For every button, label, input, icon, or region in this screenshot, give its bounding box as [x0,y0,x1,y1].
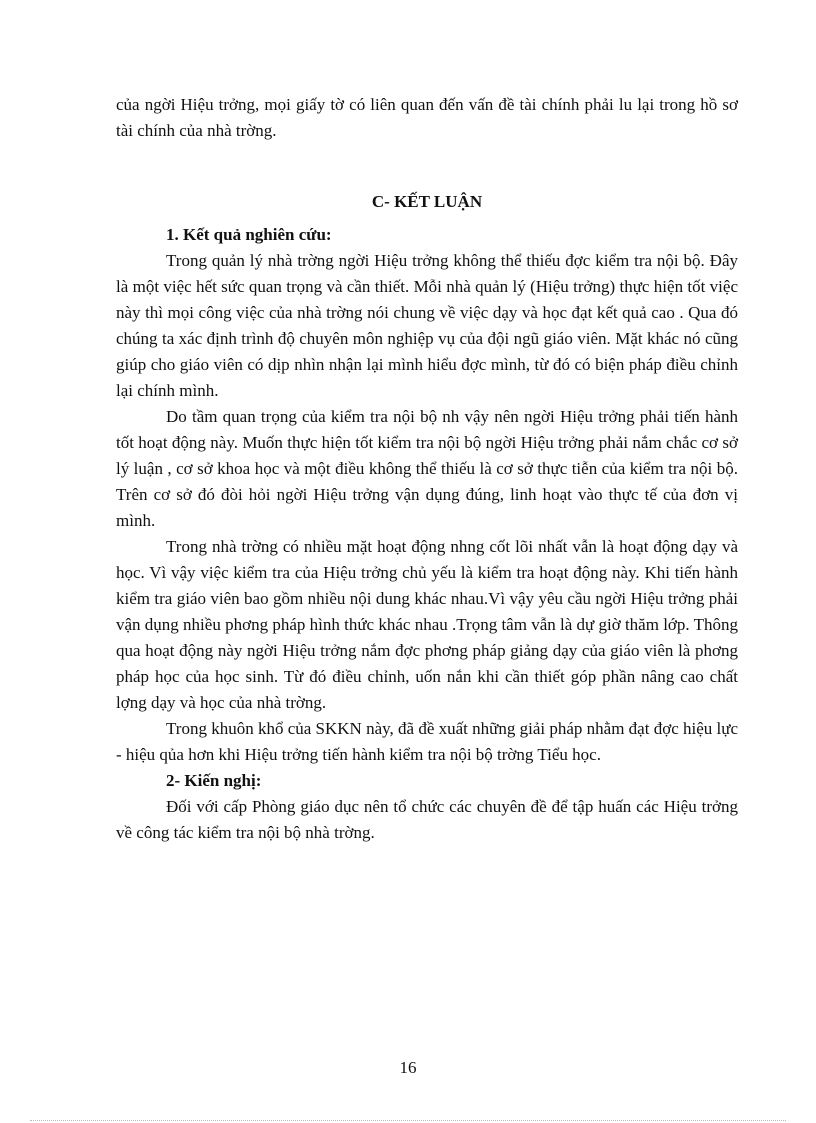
page-bottom-divider [30,1120,786,1121]
intro-paragraph: của ngời Hiệu trởng, mọi giấy tờ có liên quan đến vấn đề tài chính phải lu lại trong hồ sơ tài chính của nhà trờng. [116,95,738,140]
page-number: 16 [399,1058,417,1077]
section-title: C- KẾT LUẬN [371,192,483,211]
recommendation-paragraph: Đối với cấp Phòng giáo dục nên tổ chức các chuyên đề để tập huấn các Hiệu trởng về công tác kiểm tra nội bộ nhà trờng. [116,797,738,842]
subsection-2-title: 2- Kiến nghị: [166,771,262,790]
results-paragraph-4: Trong khuôn khổ của SKKN này, đã đề xuất những giải pháp nhằm đạt đợc hiệu lực - hiệu qủa hơn khi Hiệu trởng tiến hành kiểm tra nội bộ trờng Tiểu học. [116,719,738,764]
document-body [116,92,738,846]
results-paragraph-1: Trong quản lý nhà trờng ngời Hiệu trởng không thể thiếu đợc kiểm tra nội bộ. Đây là một việc hết sức quan trọng và cần thiết. Mỗi nhà quản lý (Hiệu trởng) thực hiện tốt việc này thì mọi công việc của nhà trờng nói chung về việc dạy và học đạt kết quả cao . Qua đó chúng ta xác định trình độ chuyên môn nghiệp vụ của đội ngũ giáo viên. Mặt khác nó cũng giúp cho giáo viên có dịp nhìn nhận lại mình hiểu đợc mình, từ đó có biện pháp điều chỉnh lại chính mình. [116,251,738,400]
subsection-1-title: 1. Kết quả nghiên cứu: [166,225,332,244]
results-paragraph-3: Trong nhà trờng có nhiều mặt hoạt động nhng cốt lõi nhất vẫn là hoạt động dạy và học. Vì vậy việc kiểm tra của Hiệu trởng chủ yếu là kiểm tra hoạt động này. Khi tiến hành kiểm tra giáo viên bao gồm nhiều nội dung khác nhau.Vì vậy yêu cầu ngời Hiệu trởng phải vận dụng nhiều phơng pháp hình thức khác nhau .Trọng tâm vẫn là dự giờ thăm lớp. Thông qua hoạt động này ngời Hiệu trởng nắm đợc phơng pháp giảng dạy của giáo viên là phơng pháp học của học sinh. Từ đó điều chỉnh, uốn nắn khi cần thiết góp phần nâng cao chất lợng dạy và học của nhà trờng. [116,537,738,712]
results-paragraph-2: Do tầm quan trọng của kiểm tra nội bộ nh vậy nên ngời Hiệu trởng phải tiến hành tốt hoạt động này. Muốn thực hiện tốt kiểm tra nội bộ ngời Hiệu trởng phải nắm chắc cơ sở lý luận , cơ sở khoa học và một điều không thể thiếu là cơ sở thực tiễn của kiểm tra nội bộ. Trên cơ sở đó đòi hỏi ngời Hiệu trởng vận dụng đúng, linh hoạt vào thực tế của đơn vị mình. [116,407,738,530]
